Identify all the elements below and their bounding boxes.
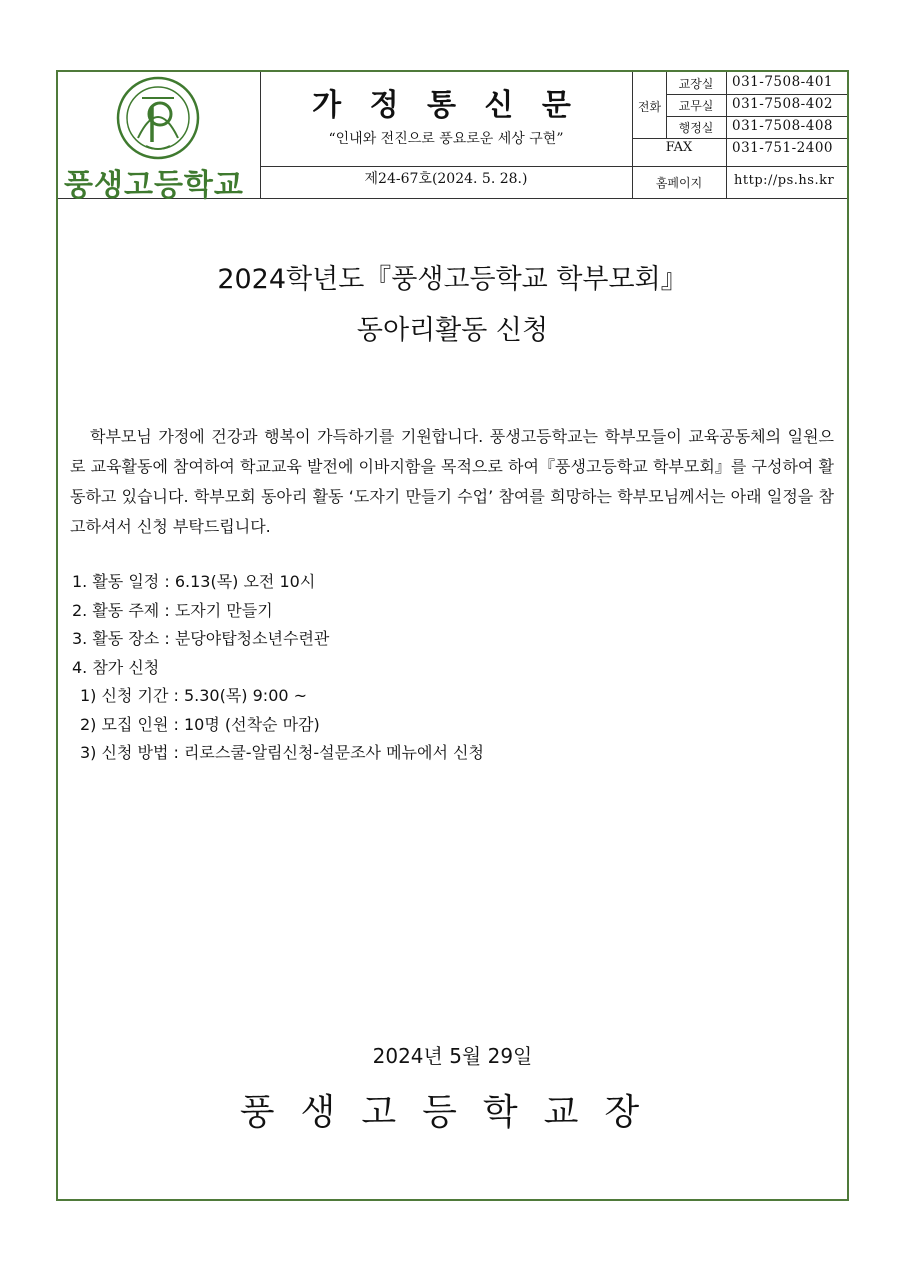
- document-title-line1: 2024학년도『풍생고등학교 학부모회』: [217, 264, 688, 295]
- contact-number: 031-7508-401: [732, 74, 834, 90]
- list-item: 2. 활동 주제 : 도자기 만들기: [72, 600, 273, 620]
- contact-number: 031-7508-402: [732, 96, 834, 112]
- issue-date: 2024년 5월 29일: [372, 1044, 533, 1068]
- school-name: 풍생고등학교: [64, 168, 244, 203]
- fax-label: FAX: [665, 140, 693, 155]
- phone-label: 전화: [637, 100, 662, 114]
- list-item: 3. 활동 장소 : 분당야탑청소년수련관: [72, 629, 330, 648]
- contact-number: 031-7508-408: [732, 118, 834, 134]
- header-divider: [726, 72, 727, 198]
- header-divider: [632, 138, 847, 139]
- issue-number: 제24-67호(2024. 5. 28.): [364, 171, 528, 187]
- sub-list-item: 3) 신청 방법 : 리로스쿨-알림신청-설문조사 메뉴에서 신청: [80, 743, 484, 762]
- header-divider: [260, 166, 847, 167]
- list-item: 4. 참가 신청: [72, 657, 160, 677]
- sub-list-item: 1) 신청 기간 : 5.30(목) 9:00 ~: [80, 686, 308, 705]
- document-frame: [56, 70, 849, 1201]
- list-item: 1. 활동 일정 : 6.13(목) 오전 10시: [72, 572, 316, 591]
- details-list: [72, 568, 484, 768]
- body-paragraph: 학부모님 가정에 건강과 행복이 가득하기를 기원합니다. 풍생고등학교는 학부모들이 교육공동체의 일원으로 교육활동에 참여하여 학교교육 발전에 이바지함을 목적으로 하여『풍생고등학교 학부모회』를 구성하여 활동하고 있습니다. 학부모회 동아리 활동 ‘도자기 만들기 수업’ 참여를 희망하는 학부모님께서는 아래 일정을 참고하셔서 신청 부탁드립니다.: [70, 427, 834, 536]
- contact-label: 교무실: [678, 99, 714, 113]
- newsletter-title: 가 정 통 신 문: [312, 88, 580, 123]
- fax-number: 031-751-2400: [732, 140, 834, 156]
- sub-list-item: 2) 모집 인원 : 10명 (선착순 마감): [80, 714, 320, 734]
- emblem-icon: [116, 76, 200, 160]
- principal-signature: 풍생고등학교장: [239, 1092, 666, 1133]
- header-divider: [666, 94, 847, 95]
- document-title-line2: 동아리활동 신청: [356, 315, 549, 346]
- homepage-label: 홈페이지: [655, 176, 703, 190]
- letter-header: [58, 72, 847, 203]
- school-motto: “인내와 전진으로 풍요로운 세상 구현”: [328, 131, 564, 147]
- contact-label: 교장실: [678, 77, 714, 91]
- homepage-link[interactable]: http://ps.hs.kr: [734, 173, 835, 188]
- school-emblem: [116, 76, 200, 160]
- header-divider: [666, 116, 847, 117]
- contact-label: 행정실: [678, 121, 714, 135]
